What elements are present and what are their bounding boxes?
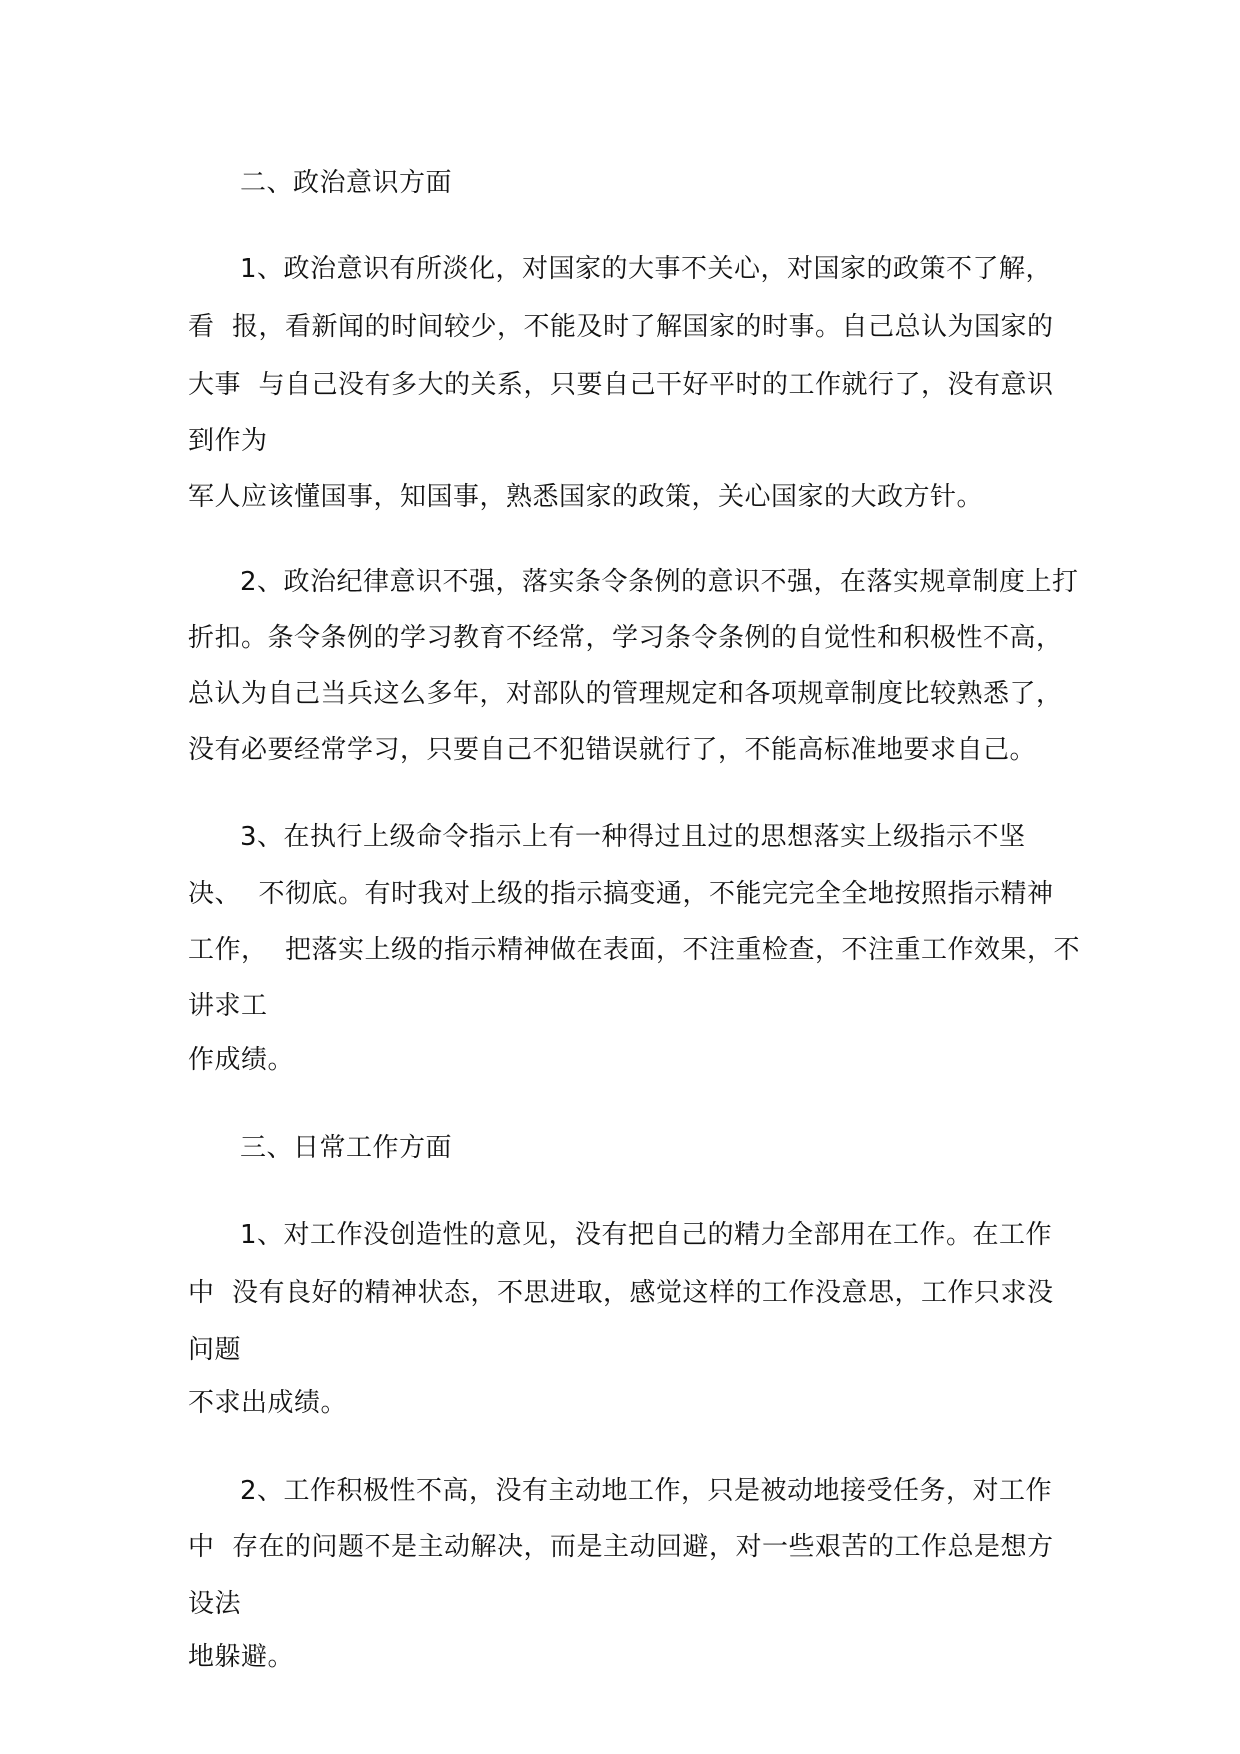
paragraph-line: 看 报，看新闻的时间较少，不能及时了解国家的时事。自己总认为国家的 <box>188 312 1054 342</box>
paragraph-line: 大事 与自己没有多大的关系，只要自己干好平时的工作就行了，没有意识 <box>188 370 1054 400</box>
paragraph-line: 军人应该懂国事，知国事，熟悉国家的政策，关心国家的大政方针。 <box>188 482 984 512</box>
paragraph-line: 到作为 <box>188 426 268 456</box>
paragraph-line: 工作， 把落实上级的指示精神做在表面，不注重检查，不注重工作效果，不 <box>188 935 1081 965</box>
paragraph-line: 地躲避。 <box>188 1642 295 1672</box>
paragraph-line: 讲求工 <box>188 991 268 1021</box>
paragraph-line: 设法 <box>188 1589 242 1619</box>
paragraph-line: 1、对工作没创造性的意见，没有把自己的精力全部用在工作。在工作 <box>240 1220 1053 1250</box>
paragraph-line: 总认为自己当兵这么多年，对部队的管理规定和各项规章制度比较熟悉了， <box>188 679 1063 709</box>
paragraph-line: 中 没有良好的精神状态，不思进取，感觉这样的工作没意思，工作只求没 <box>188 1278 1054 1308</box>
paragraph-line: 作成绩。 <box>188 1045 295 1075</box>
paragraph-line: 折扣。条令条例的学习教育不经常，学习条令条例的自觉性和积极性不高， <box>188 623 1063 653</box>
paragraph-line: 没有必要经常学习，只要自己不犯错误就行了，不能高标准地要求自己。 <box>188 735 1037 765</box>
paragraph-line: 决、 不彻底。有时我对上级的指示搞变通，不能完完全全地按照指示精神 <box>188 879 1054 909</box>
paragraph-line: 2、政治纪律意识不强，落实条令条例的意识不强，在落实规章制度上打 <box>240 567 1079 597</box>
paragraph-line: 不求出成绩。 <box>188 1388 348 1418</box>
paragraph-line: 中 存在的问题不是主动解决，而是主动回避，对一些艰苦的工作总是想方 <box>188 1532 1054 1562</box>
paragraph-line: 2、工作积极性不高，没有主动地工作，只是被动地接受任务，对工作 <box>240 1476 1053 1506</box>
section-heading-political: 二、政治意识方面 <box>240 168 453 198</box>
paragraph-line: 3、在执行上级命令指示上有一种得过且过的思想落实上级指示不坚 <box>240 822 1026 852</box>
paragraph-line: 1、政治意识有所淡化，对国家的大事不关心，对国家的政策不了解， <box>240 254 1053 284</box>
paragraph-line: 问题 <box>188 1335 242 1365</box>
section-heading-daily-work: 三、日常工作方面 <box>240 1133 453 1163</box>
